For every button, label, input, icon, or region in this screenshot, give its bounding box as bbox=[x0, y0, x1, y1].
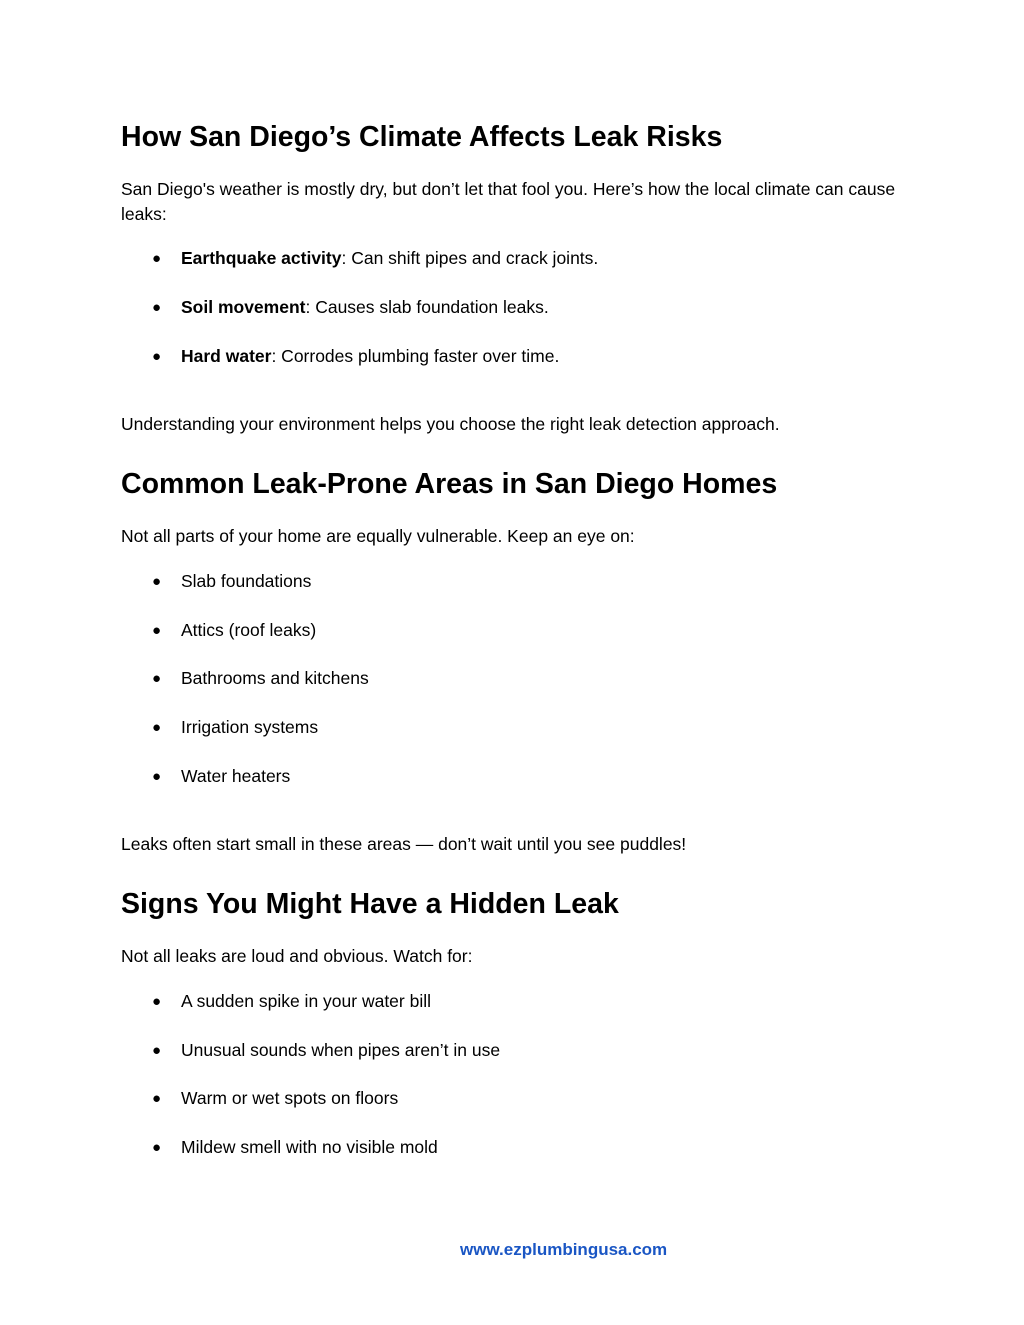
bullet-text bbox=[181, 344, 559, 369]
bullet-text bbox=[181, 246, 598, 271]
bullet-text: Bathrooms and kitchens bbox=[181, 668, 369, 688]
bullet-rest: : Corrodes plumbing faster over time. bbox=[271, 346, 560, 366]
bullet-icon: ● bbox=[152, 622, 162, 639]
bullet-text: Attics (roof leaks) bbox=[181, 620, 317, 640]
bullet-icon: ● bbox=[152, 670, 162, 687]
section-intro-climate: San Diego's weather is mostly dry, but don’t let that fool you. Here’s how the local climate can cause leaks: bbox=[121, 179, 896, 224]
bullet-icon: ● bbox=[152, 348, 162, 365]
bullet-icon: ● bbox=[152, 1042, 162, 1059]
bullet-term: Earthquake activity bbox=[181, 248, 342, 268]
bullet-icon: ● bbox=[152, 1090, 162, 1107]
section-outro-climate: Understanding your environment helps you choose the right leak detection approach. bbox=[121, 414, 780, 434]
bullet-text bbox=[181, 295, 549, 320]
section-outro-leak-prone-areas: Leaks often start small in these areas — don’t wait until you see puddles! bbox=[121, 834, 687, 854]
bullet-icon: ● bbox=[152, 993, 162, 1010]
bullet-icon: ● bbox=[152, 250, 162, 267]
section-heading-leak-prone-areas: Common Leak-Prone Areas in San Diego Homes bbox=[121, 468, 778, 500]
bullet-term: Hard water bbox=[181, 346, 272, 366]
footer-website-link[interactable]: www.ezplumbingusa.com bbox=[460, 1240, 668, 1259]
bullet-icon: ● bbox=[152, 719, 162, 736]
section-intro-hidden-leak: Not all leaks are loud and obvious. Watch for: bbox=[121, 946, 473, 966]
bullet-icon: ● bbox=[152, 299, 162, 316]
bullet-text: Warm or wet spots on floors bbox=[181, 1088, 399, 1108]
bullet-text: Mildew smell with no visible mold bbox=[181, 1137, 438, 1157]
bullet-text: Irrigation systems bbox=[181, 717, 319, 737]
bullet-icon: ● bbox=[152, 573, 162, 590]
bullet-icon: ● bbox=[152, 768, 162, 785]
section-intro-leak-prone-areas: Not all parts of your home are equally vulnerable. Keep an eye on: bbox=[121, 526, 635, 546]
bullet-rest: : Can shift pipes and crack joints. bbox=[341, 248, 599, 268]
section-heading-climate: How San Diego’s Climate Affects Leak Risks bbox=[121, 121, 723, 153]
bullet-text: A sudden spike in your water bill bbox=[181, 991, 431, 1011]
bullet-icon: ● bbox=[152, 1139, 162, 1156]
bullet-text: Water heaters bbox=[181, 766, 291, 786]
section-heading-hidden-leak: Signs You Might Have a Hidden Leak bbox=[121, 888, 619, 920]
bullet-text: Slab foundations bbox=[181, 571, 312, 591]
bullet-term: Soil movement bbox=[181, 297, 306, 317]
bullet-rest: : Causes slab foundation leaks. bbox=[305, 297, 549, 317]
bullet-text: Unusual sounds when pipes aren’t in use bbox=[181, 1040, 501, 1060]
